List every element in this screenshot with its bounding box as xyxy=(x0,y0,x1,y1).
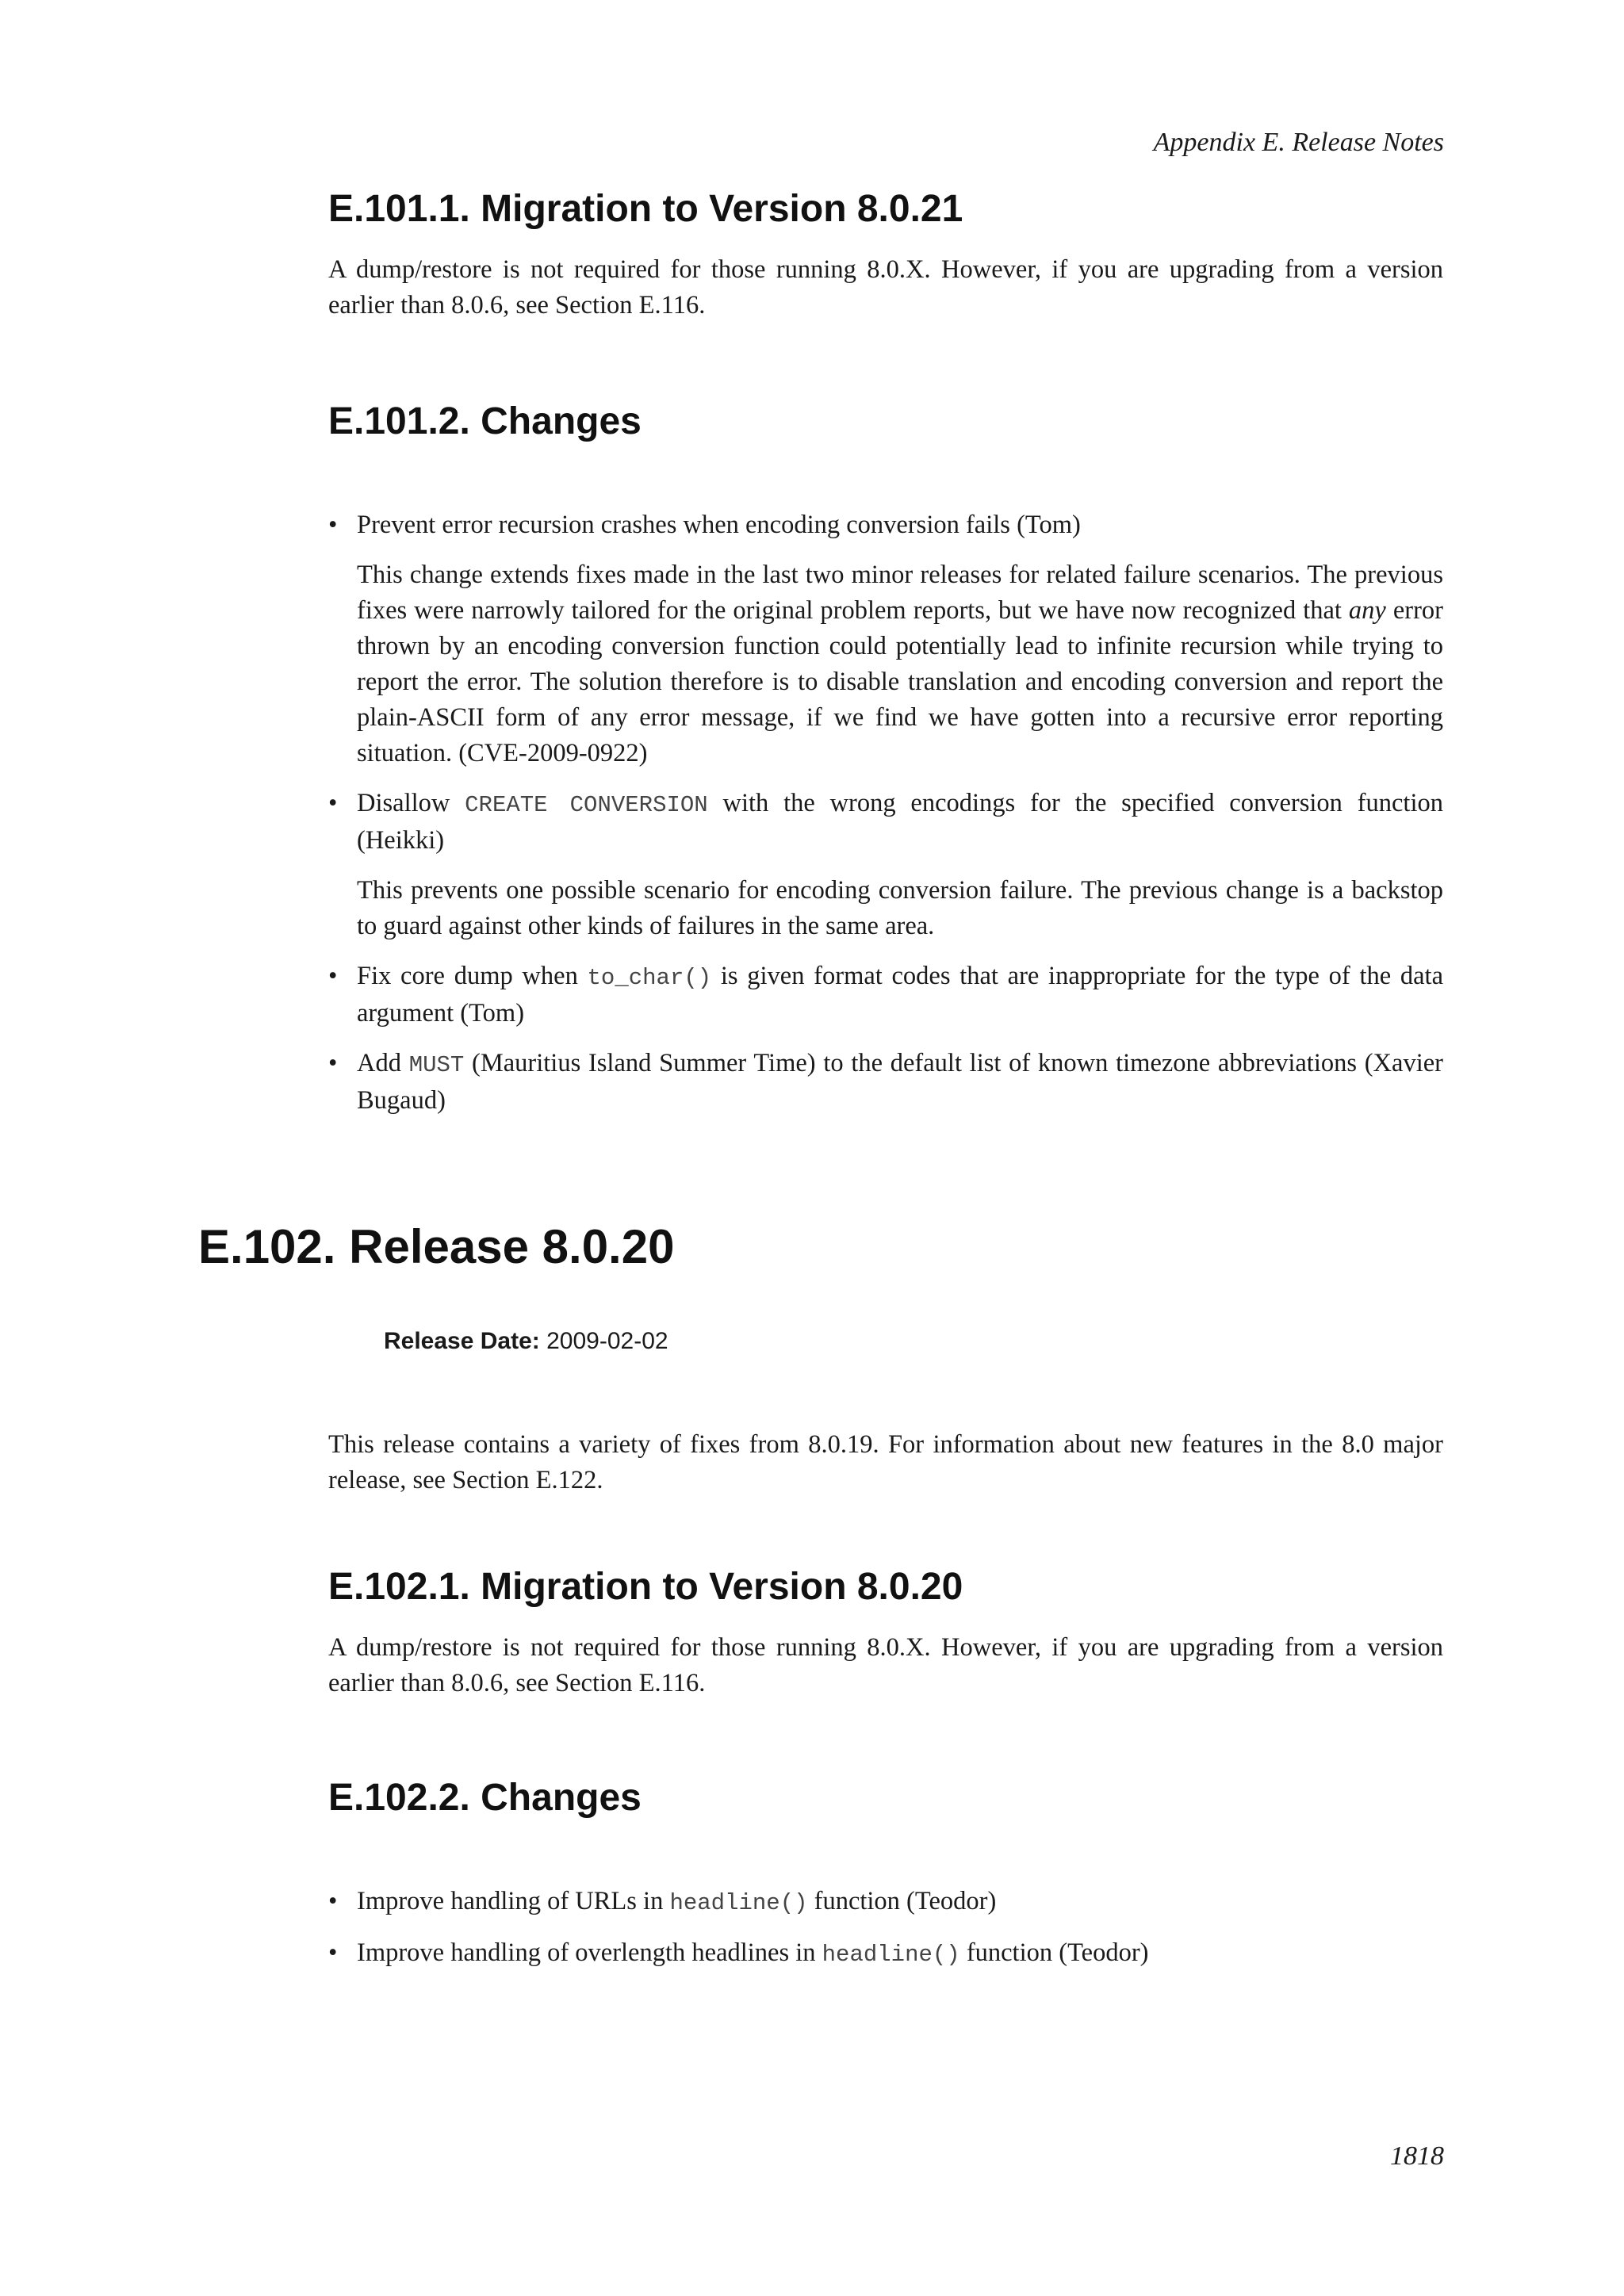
list-item-title: Prevent error recursion crashes when encoding conversion fails (Tom) xyxy=(357,511,1081,539)
bullet-icon: • xyxy=(328,511,338,539)
section-heading-e101-1: E.101.1. Migration to Version 8.0.21 xyxy=(328,188,963,230)
section-heading-e102: E.102. Release 8.0.20 xyxy=(198,1220,675,1273)
changes-list-e102 xyxy=(328,1884,1443,1973)
list-item-title: Fix core dump when to_char() is given format codes that are inappropriate for the type of the data argument (Tom) xyxy=(357,962,1443,1027)
list-item xyxy=(328,1935,1443,1973)
running-header: Appendix E. Release Notes xyxy=(1153,128,1444,157)
section-heading-e101-2: E.101.2. Changes xyxy=(328,400,642,442)
bullet-icon: • xyxy=(328,789,338,817)
list-item-title: Improve handling of overlength headlines in headline() function (Teodor) xyxy=(357,1938,1149,1968)
bullet-icon: • xyxy=(328,1887,338,1915)
changes-list-e101 xyxy=(328,507,1443,1119)
list-item xyxy=(328,959,1443,1031)
list-item-title: Improve handling of URLs in headline() function (Teodor) xyxy=(357,1887,997,1916)
migration-paragraph-e101: A dump/restore is not required for those running 8.0.X. However, if you are upgrading from a version earlier than 8.0.6, see Section E.116. xyxy=(328,255,1443,320)
release-date: Release Date: 2009-02-02 xyxy=(384,1328,668,1354)
list-item-title: Add MUST (Mauritius Island Summer Time) to the default list of known timezone abbreviations (Xavier Bugaud) xyxy=(357,1049,1443,1115)
list-item xyxy=(328,1884,1443,1921)
release-intro-paragraph: This release contains a variety of fixes from 8.0.19. For information about new features in the 8.0 major release, see Section E.122. xyxy=(328,1430,1443,1494)
list-item-detail: This change extends fixes made in the last two minor releases for related failure scenarios. The previous fixes were narrowly tailored for the original problem reports, but we have now recognized that any error thrown by an encoding conversion function could potentially lead to infinite recursion while trying to report the error. The solution therefore is to disable translation and encoding conversion and report the plain-ASCII form of any error message, if we find we have gotten into a recursive error reporting situation. (CVE-2009-0922) xyxy=(357,561,1443,767)
list-item xyxy=(328,1046,1443,1119)
migration-paragraph-e102: A dump/restore is not required for those running 8.0.X. However, if you are upgrading from a version earlier than 8.0.6, see Section E.116. xyxy=(328,1633,1443,1697)
list-item-title: Disallow CREATE CONVERSION with the wrong encodings for the specified conversion function (Heikki) xyxy=(357,789,1443,855)
list-item xyxy=(328,507,1443,771)
bullet-icon: • xyxy=(328,1938,338,1967)
section-heading-e102-2: E.102.2. Changes xyxy=(328,1777,642,1819)
section-heading-e102-1: E.102.1. Migration to Version 8.0.20 xyxy=(328,1566,963,1608)
bullet-icon: • xyxy=(328,962,338,990)
list-item-detail: This prevents one possible scenario for encoding conversion failure. The previous change is a backstop to guard against other kinds of failures in the same area. xyxy=(357,876,1443,940)
bullet-icon: • xyxy=(328,1049,338,1077)
page-number: 1818 xyxy=(1390,2141,1444,2171)
list-item xyxy=(328,786,1443,944)
